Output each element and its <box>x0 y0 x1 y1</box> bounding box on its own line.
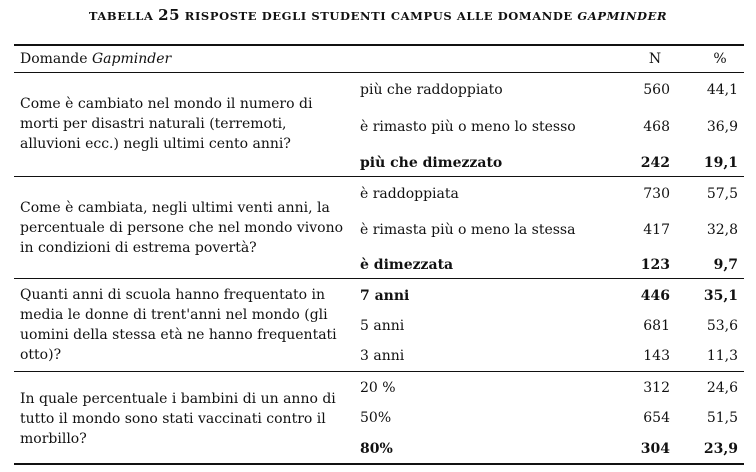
answer-1-1: più che raddoppiato <box>360 82 503 98</box>
bottom-rule <box>14 463 744 465</box>
n-4-3: 304 <box>640 441 670 457</box>
pct-3-1: 35,1 <box>703 288 738 304</box>
pct-4-2: 51,5 <box>706 410 738 426</box>
pct-2-3: 9,7 <box>713 257 738 273</box>
caption-prefix: TABELLA <box>88 9 154 23</box>
top-rule <box>14 44 744 46</box>
table-caption <box>0 6 756 24</box>
answer-3-3: 3 anni <box>360 348 405 364</box>
pct-4-3: 23,9 <box>703 441 738 457</box>
group-rule-3 <box>14 371 744 372</box>
pct-4-1: 24,6 <box>706 380 738 396</box>
answer-1-2: è rimasto più o meno lo stesso <box>360 119 576 135</box>
n-4-2: 654 <box>643 410 670 426</box>
group-rule-1 <box>14 176 744 177</box>
n-1-3: 242 <box>640 155 670 171</box>
header-question <box>20 49 171 69</box>
answer-3-1: 7 anni <box>360 288 410 304</box>
n-3-3: 143 <box>643 348 670 364</box>
header-question-prefix: Domande <box>20 51 88 67</box>
pct-2-2: 32,8 <box>706 222 738 238</box>
pct-2-1: 57,5 <box>706 186 738 202</box>
n-1-1: 560 <box>643 82 670 98</box>
question-4: In quale percentuale i bambini di un anno di tutto il mondo sono stati vaccinati contro il morbillo? <box>20 391 336 447</box>
answer-2-2: è rimasta più o meno la stessa <box>360 222 576 238</box>
answer-2-1: è raddoppiata <box>360 186 459 202</box>
caption-number: 25 <box>158 6 181 24</box>
n-1-2: 468 <box>643 119 670 135</box>
answer-1-3: più che dimezzato <box>360 155 503 171</box>
question-1: Come è cambiato nel mondo il numero di morti per disastri naturali (terremoti, alluvioni ecc.) negli ultimi cento anni? <box>20 96 313 152</box>
group-rule-2 <box>14 278 744 279</box>
n-3-1: 446 <box>640 288 670 304</box>
pct-3-3: 11,3 <box>706 348 738 364</box>
caption-italic: GAPMINDER <box>577 9 668 23</box>
answer-4-1: 20 % <box>360 380 396 396</box>
header-pct: % <box>713 51 727 67</box>
question-3: Quanti anni di scuola hanno frequentato in media le donne di trent'anni nel mondo (gli uomini della stessa età ne hanno frequentati otto)? <box>20 287 337 363</box>
header-rule <box>14 72 744 73</box>
n-2-2: 417 <box>643 222 670 238</box>
answer-4-2: 50% <box>360 410 392 426</box>
pct-1-1: 44,1 <box>706 82 738 98</box>
answer-3-2: 5 anni <box>360 318 405 334</box>
header-n: N <box>648 51 662 67</box>
answer-2-3: è dimezzata <box>360 257 454 273</box>
n-2-1: 730 <box>643 186 670 202</box>
n-3-2: 681 <box>643 318 670 334</box>
n-4-1: 312 <box>643 380 670 396</box>
pct-1-3: 19,1 <box>703 155 738 171</box>
pct-3-2: 53,6 <box>706 318 738 334</box>
question-2: Come è cambiata, negli ultimi venti anni, la percentuale di persone che nel mondo vivono in condizioni di estrema povertà? <box>20 200 344 256</box>
pct-1-2: 36,9 <box>706 119 738 135</box>
caption-text: RISPOSTE DEGLI STUDENTI CAMPUS ALLE DOMANDE <box>184 9 573 23</box>
n-2-3: 123 <box>640 257 670 273</box>
header-question-italic: Gapminder <box>92 51 172 67</box>
answer-4-3: 80% <box>360 441 393 457</box>
